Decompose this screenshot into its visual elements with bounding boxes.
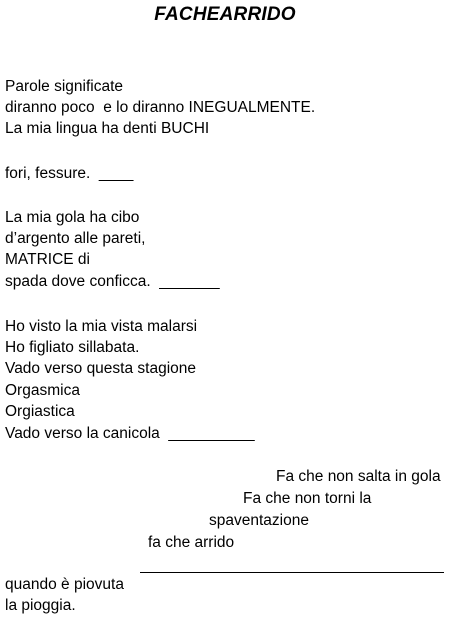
poem-line: Fa che non salta in gola [276, 468, 441, 485]
poem-line: Fa che non torni la [243, 490, 372, 507]
poem-line: Parole significate [5, 78, 124, 95]
poem-line: fa che arrido [148, 534, 235, 551]
poem-line: diranno poco e lo diranno INEGUALMENTE. [5, 99, 316, 116]
poem-line: d’argento alle pareti, [5, 230, 146, 247]
poem-line: Orgiastica [5, 403, 75, 420]
poem-title: FACHEARRIDO [154, 4, 296, 25]
poem-line: spada dove conficca. _______ [5, 273, 220, 290]
poem-line: la pioggia. [5, 597, 76, 614]
poem-line: Ho figliato sillabata. [5, 339, 140, 356]
poem-line: quando è piovuta [5, 576, 124, 593]
poem-line: spaventazione [209, 512, 309, 529]
poem-line: fori, fessure. ____ [5, 165, 134, 182]
poem-line: La mia gola ha cibo [5, 209, 140, 226]
poem-line: Vado verso la canicola __________ [5, 425, 255, 442]
poem-line: Ho visto la mia vista malarsi [5, 318, 198, 335]
poem-line: MATRICE di [5, 251, 90, 268]
poem-line: La mia lingua ha denti BUCHI [5, 120, 210, 137]
horizontal-rule [140, 572, 444, 573]
poem-line: Vado verso questa stagione [5, 360, 197, 377]
poem-line: Orgasmica [5, 382, 80, 399]
